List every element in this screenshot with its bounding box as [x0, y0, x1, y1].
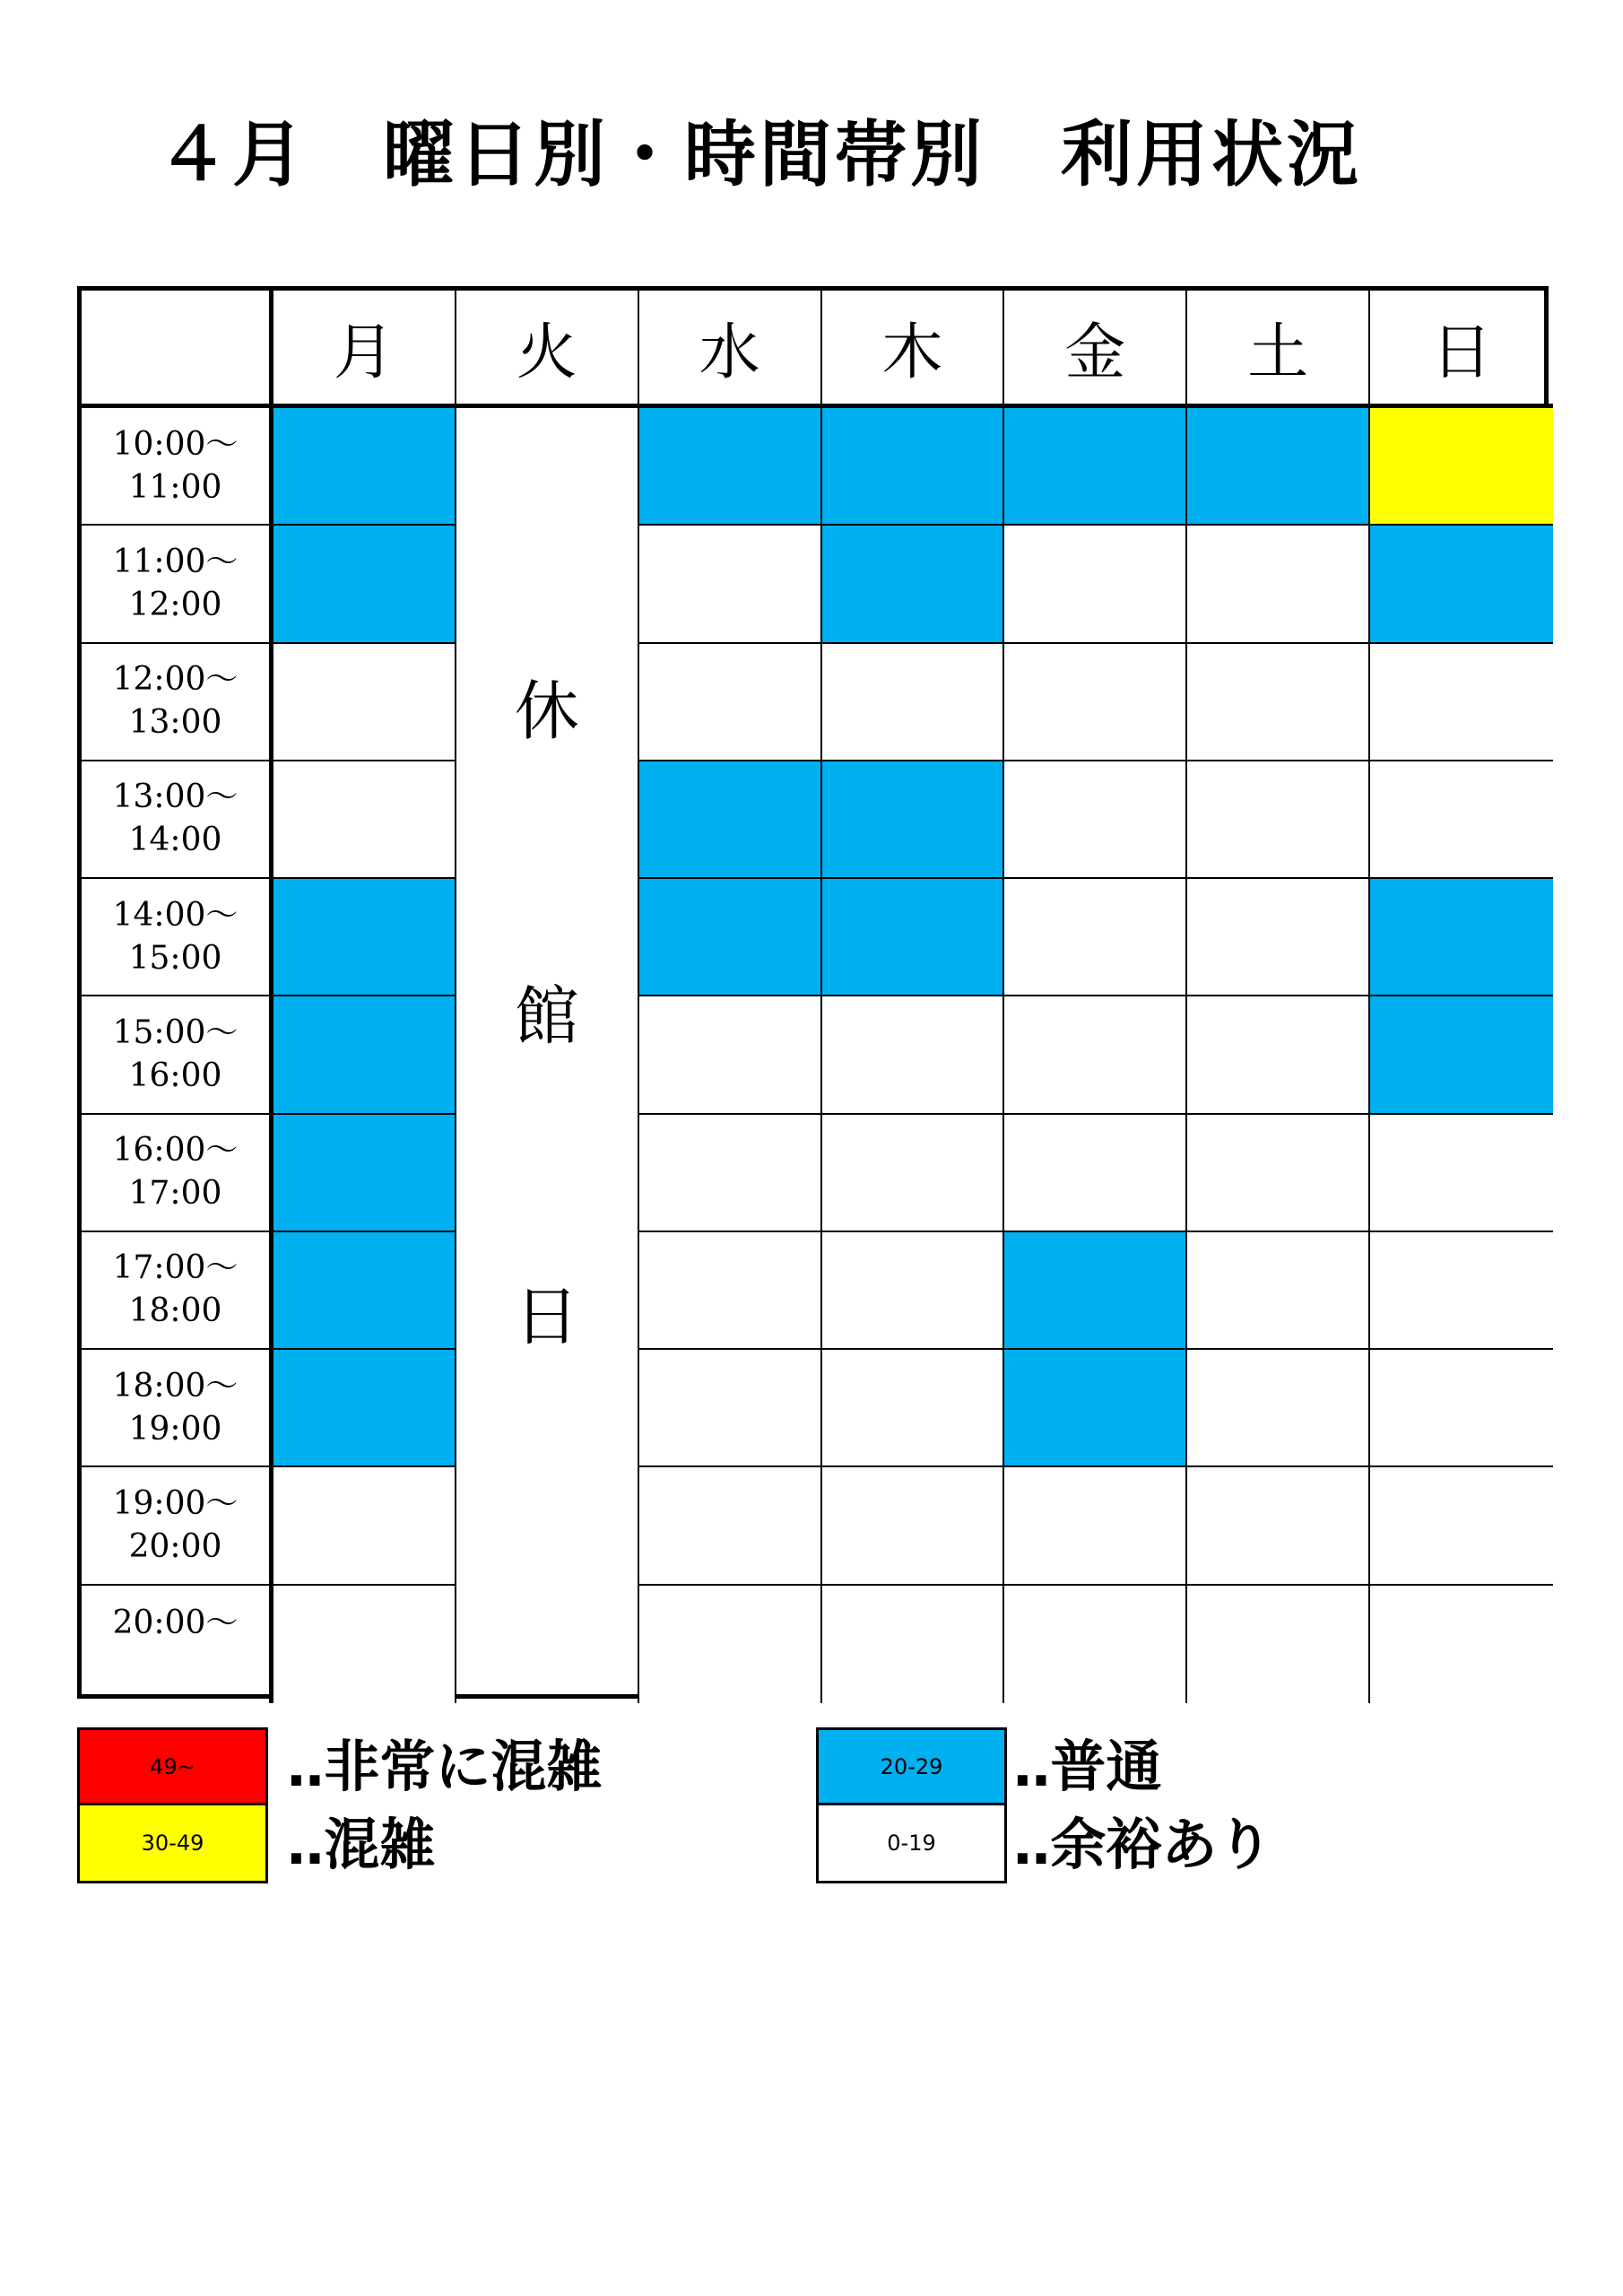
time-slot-label: 14:00～ 15:00	[82, 879, 273, 996]
usage-cell	[273, 1586, 456, 1703]
usage-cell	[1370, 996, 1553, 1114]
usage-cell	[273, 408, 456, 526]
usage-cell	[1004, 408, 1187, 526]
usage-cell	[1004, 1232, 1187, 1350]
legend-swatch: 20-29	[816, 1727, 1007, 1805]
legend-swatch: 0-19	[816, 1805, 1007, 1883]
usage-cell	[1370, 1115, 1553, 1232]
time-slot-label: 10:00～ 11:00	[82, 408, 273, 526]
usage-cell	[639, 996, 822, 1114]
day-header: 木	[822, 291, 1005, 408]
time-slot-label: 16:00～ 17:00	[82, 1115, 273, 1232]
usage-cell	[1187, 996, 1370, 1114]
usage-cell	[1370, 761, 1553, 879]
usage-cell	[1370, 644, 1553, 761]
usage-cell	[273, 1115, 456, 1232]
time-slot-label: 15:00～ 16:00	[82, 996, 273, 1114]
day-header: 金	[1004, 291, 1187, 408]
usage-cell	[1187, 1115, 1370, 1232]
day-header: 水	[639, 291, 822, 408]
usage-cell	[273, 1467, 456, 1585]
usage-table	[77, 286, 1549, 1699]
usage-cell	[639, 526, 822, 643]
usage-cell	[1187, 879, 1370, 996]
usage-cell	[822, 1467, 1005, 1585]
usage-cell	[1187, 1467, 1370, 1585]
usage-cell	[639, 761, 822, 879]
usage-cell	[1004, 1115, 1187, 1232]
usage-cell	[822, 644, 1005, 761]
legend-swatch: 49~	[77, 1727, 268, 1805]
usage-cell	[1187, 408, 1370, 526]
usage-cell	[1004, 1467, 1187, 1585]
closed-day-char: 日	[514, 1279, 579, 1354]
table-corner-cell	[82, 291, 273, 408]
usage-cell	[1187, 1350, 1370, 1467]
closed-day-cell	[456, 408, 639, 1703]
closed-day-char: 休	[514, 674, 579, 749]
legend-label: ‥普通	[1013, 1734, 1162, 1799]
usage-cell	[822, 996, 1005, 1114]
legend-label: ‥非常に混雑	[287, 1734, 603, 1799]
time-slot-label: 11:00～ 12:00	[82, 526, 273, 643]
usage-cell	[1370, 1467, 1553, 1585]
usage-cell	[639, 879, 822, 996]
usage-cell	[822, 1586, 1005, 1703]
time-slot-label: 13:00～ 14:00	[82, 761, 273, 879]
day-header: 月	[273, 291, 456, 408]
usage-cell	[639, 1350, 822, 1467]
usage-cell	[1004, 996, 1187, 1114]
usage-cell	[1004, 644, 1187, 761]
usage-cell	[1370, 1350, 1553, 1467]
usage-cell	[273, 1232, 456, 1350]
usage-cell	[1187, 1232, 1370, 1350]
usage-cell	[1004, 761, 1187, 879]
usage-cell	[822, 408, 1005, 526]
usage-cell	[273, 526, 456, 643]
legend-label: ‥余裕あり	[1013, 1812, 1273, 1877]
time-slot-label: 12:00～ 13:00	[82, 644, 273, 761]
usage-cell	[1187, 761, 1370, 879]
usage-cell	[822, 1232, 1005, 1350]
usage-cell	[1187, 644, 1370, 761]
usage-cell	[1370, 526, 1553, 643]
usage-cell	[1004, 1586, 1187, 1703]
usage-cell	[822, 879, 1005, 996]
usage-cell	[273, 1350, 456, 1467]
usage-cell	[822, 526, 1005, 643]
usage-cell	[639, 1586, 822, 1703]
legend-swatch: 30-49	[77, 1805, 268, 1883]
usage-cell	[273, 644, 456, 761]
usage-cell	[273, 761, 456, 879]
day-header: 火	[456, 291, 639, 408]
usage-cell	[1004, 879, 1187, 996]
legend-label: ‥混雑	[287, 1812, 436, 1877]
usage-cell	[639, 1115, 822, 1232]
usage-cell	[1370, 408, 1553, 526]
usage-cell	[1187, 526, 1370, 643]
time-slot-label: 19:00～ 20:00	[82, 1467, 273, 1585]
usage-cell	[639, 1232, 822, 1350]
time-slot-label: 17:00～ 18:00	[82, 1232, 273, 1350]
day-header: 日	[1370, 291, 1553, 408]
day-header: 土	[1187, 291, 1370, 408]
usage-cell	[1370, 1232, 1553, 1350]
usage-cell	[639, 644, 822, 761]
usage-cell	[1004, 526, 1187, 643]
usage-cell	[822, 761, 1005, 879]
closed-day-char: 館	[514, 978, 579, 1054]
usage-cell	[1370, 879, 1553, 996]
usage-cell	[639, 1467, 822, 1585]
usage-cell	[1187, 1586, 1370, 1703]
usage-cell	[822, 1350, 1005, 1467]
time-slot-label: 18:00～ 19:00	[82, 1350, 273, 1467]
time-slot-label: 20:00～	[82, 1586, 273, 1703]
page-title: ４月 曜日別・時間帯別 利用状況	[157, 113, 1362, 196]
usage-cell	[1004, 1350, 1187, 1467]
usage-cell	[822, 1115, 1005, 1232]
usage-cell	[1370, 1586, 1553, 1703]
usage-cell	[639, 408, 822, 526]
usage-cell	[273, 879, 456, 996]
usage-cell	[273, 996, 456, 1114]
